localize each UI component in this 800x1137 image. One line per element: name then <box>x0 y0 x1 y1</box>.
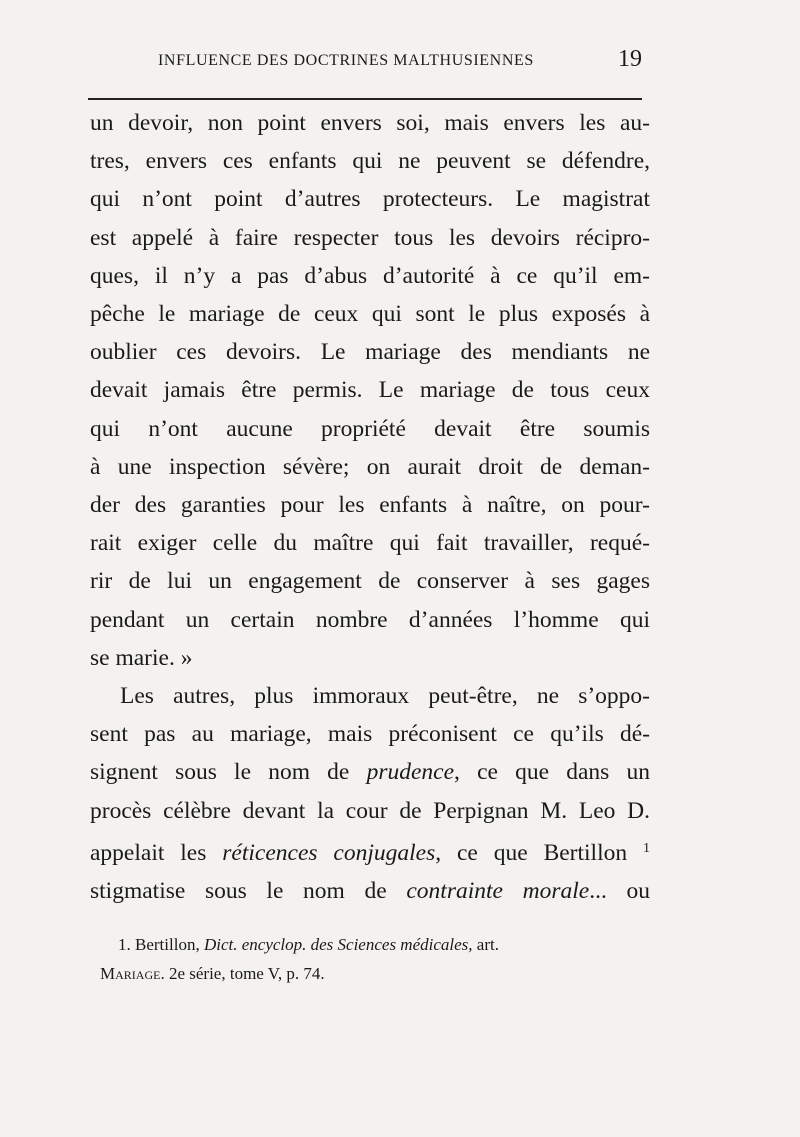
text-line: sent pas au mariage, mais préconisent ce qu’ils dé- <box>90 721 650 748</box>
text-line: se marie. » <box>90 644 193 671</box>
footnote-art: art. <box>476 935 499 954</box>
text-line <box>90 830 650 872</box>
text-line: pendant un certain nombre d’années l’homme qui <box>90 606 650 633</box>
page-header <box>88 46 644 80</box>
text-line: Les autres, plus immoraux peut-être, ne s’oppo- <box>120 683 650 710</box>
footnote-line <box>100 959 652 988</box>
text-line: der des garanties pour les enfants à naître, on pour- <box>90 492 650 519</box>
text-line: tres, envers ces enfants qui ne peuvent se défendre, <box>90 148 650 175</box>
text-line <box>90 872 650 910</box>
text-line: oublier ces devoirs. Le mariage des mendiants ne <box>90 339 650 366</box>
italic-term: contrainte morale <box>406 878 590 905</box>
footnote-line <box>100 930 652 959</box>
text-line: ques, il n’y a pas d’abus d’autorité à ce qu’il em- <box>90 262 650 289</box>
paragraph-2 <box>90 677 650 910</box>
text-segment: appelait les <box>90 839 223 866</box>
paragraph-1 <box>90 104 650 677</box>
footnote-reference[interactable]: 1 <box>643 840 651 856</box>
page-number: 19 <box>618 46 642 72</box>
running-title: INFLUENCE DES DOCTRINES MALTHUSIENNES <box>158 52 534 69</box>
footnotes <box>100 930 652 988</box>
footnote-work: Dict. encyclop. des Sciences médicales, <box>203 935 473 954</box>
text-line: qui n’ont point d’autres protecteurs. Le magistrat <box>90 186 650 213</box>
text-line <box>90 753 650 791</box>
text-segment: , ce que dans un <box>454 759 651 786</box>
text-line: rir de lui un engagement de conserver à ses gages <box>90 568 650 595</box>
footnote-rest: 2e série, tome V, p. 74. <box>168 964 325 983</box>
text-line: rait exiger celle du maître qui fait travailler, requé- <box>90 530 650 557</box>
footnote-author: Bertillon, <box>135 935 200 954</box>
text-line: est appelé à faire respecter tous les devoirs récipro- <box>90 224 650 251</box>
footnote-entry: Mariage. <box>100 964 165 983</box>
header-rule <box>88 98 642 100</box>
text-segment: signent sous le nom de <box>90 759 367 786</box>
text-line: devait jamais être permis. Le mariage de tous ceux <box>90 377 650 404</box>
text-line: qui n’ont aucune propriété devait être soumis <box>90 415 650 442</box>
text-line: procès célèbre devant la cour de Perpignan M. Leo D. <box>90 797 650 824</box>
text-line: pêche le mariage de ceux qui sont le plus exposés à <box>90 301 650 328</box>
italic-term: prudence <box>366 759 454 786</box>
text-line: à une inspection sévère; on aurait droit de deman- <box>90 453 650 480</box>
body-text <box>90 104 650 910</box>
footnote-number: 1. <box>118 935 131 954</box>
text-segment: , ce que Bertillon <box>435 839 628 866</box>
text-segment: stigmatise sous le nom de <box>90 878 407 905</box>
italic-term: réticences conjugales <box>222 839 436 866</box>
text-segment: ... ou <box>589 878 650 905</box>
text-line: un devoir, non point envers soi, mais envers les au- <box>90 110 650 136</box>
